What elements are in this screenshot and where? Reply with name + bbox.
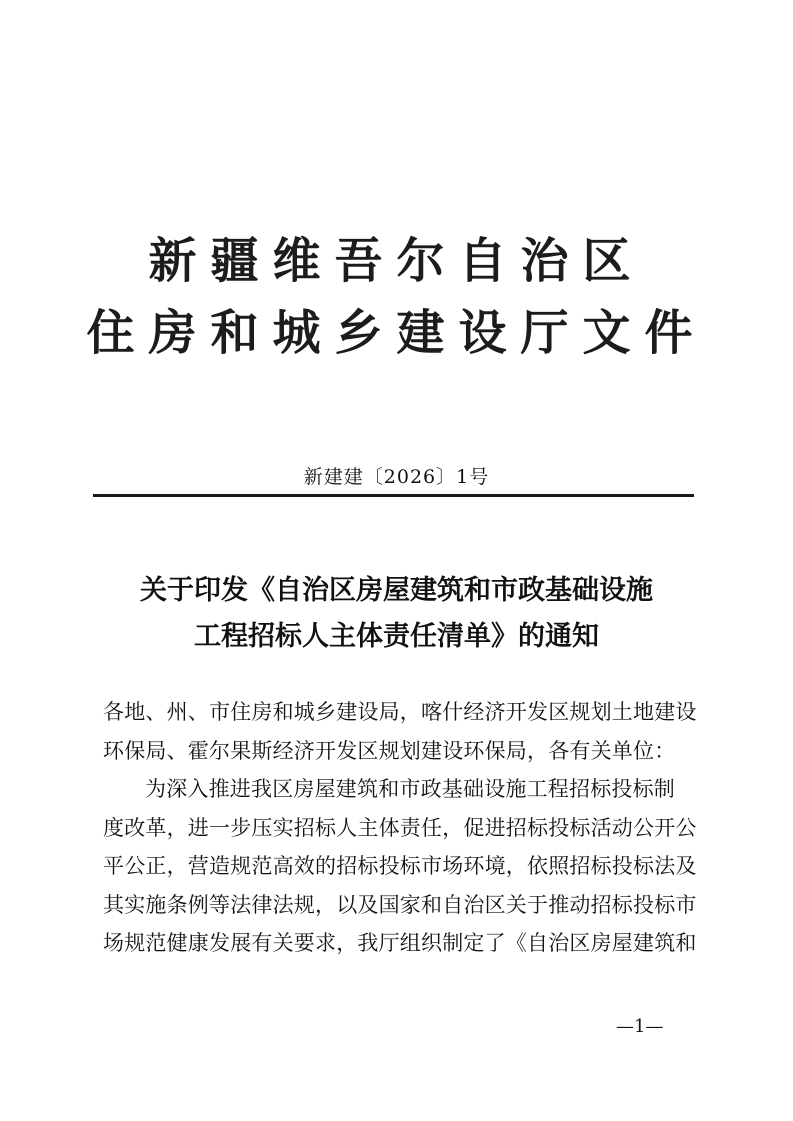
paragraph-line-3: 平公正，营造规范高效的招标投标市场环境，依照招标投标法及	[103, 854, 697, 878]
header-line-1: 新疆维吾尔自治区	[148, 233, 645, 289]
paragraph-line-1: 为深入推进我区房屋建筑和市政基础设施工程招标投标制	[145, 777, 675, 801]
document-title	[0, 568, 793, 660]
paragraph-line-2: 度改革，进一步压实招标人主体责任，促进招标投标活动公开公	[103, 815, 697, 840]
document-number: 新建建〔2026〕1号	[303, 466, 490, 488]
title-line-1: 关于印发《自治区房屋建筑和市政基础设施	[140, 575, 653, 606]
addressee-line-1: 各地、州、市住房和城乡建设局，喀什经济开发区规划土地建设	[103, 700, 697, 724]
title-line-2: 工程招标人主体责任清单》的通知	[194, 621, 599, 652]
paragraph-line-5: 场规范健康发展有关要求，我厅组织制定了《自治区房屋建筑和	[103, 931, 697, 955]
issuing-authority-header	[0, 225, 793, 369]
body-text	[103, 693, 703, 963]
header-line-2: 住房和城乡建设厅文件	[86, 305, 707, 361]
addressee-line-2: 环保局、霍尔果斯经济开发区规划建设环保局，各有关单位：	[103, 738, 676, 763]
paragraph-line-4: 其实施条例等法律法规，以及国家和自治区关于推动招标投标市	[103, 892, 697, 917]
header-divider	[93, 494, 694, 497]
page-number: —1—	[616, 1016, 664, 1037]
